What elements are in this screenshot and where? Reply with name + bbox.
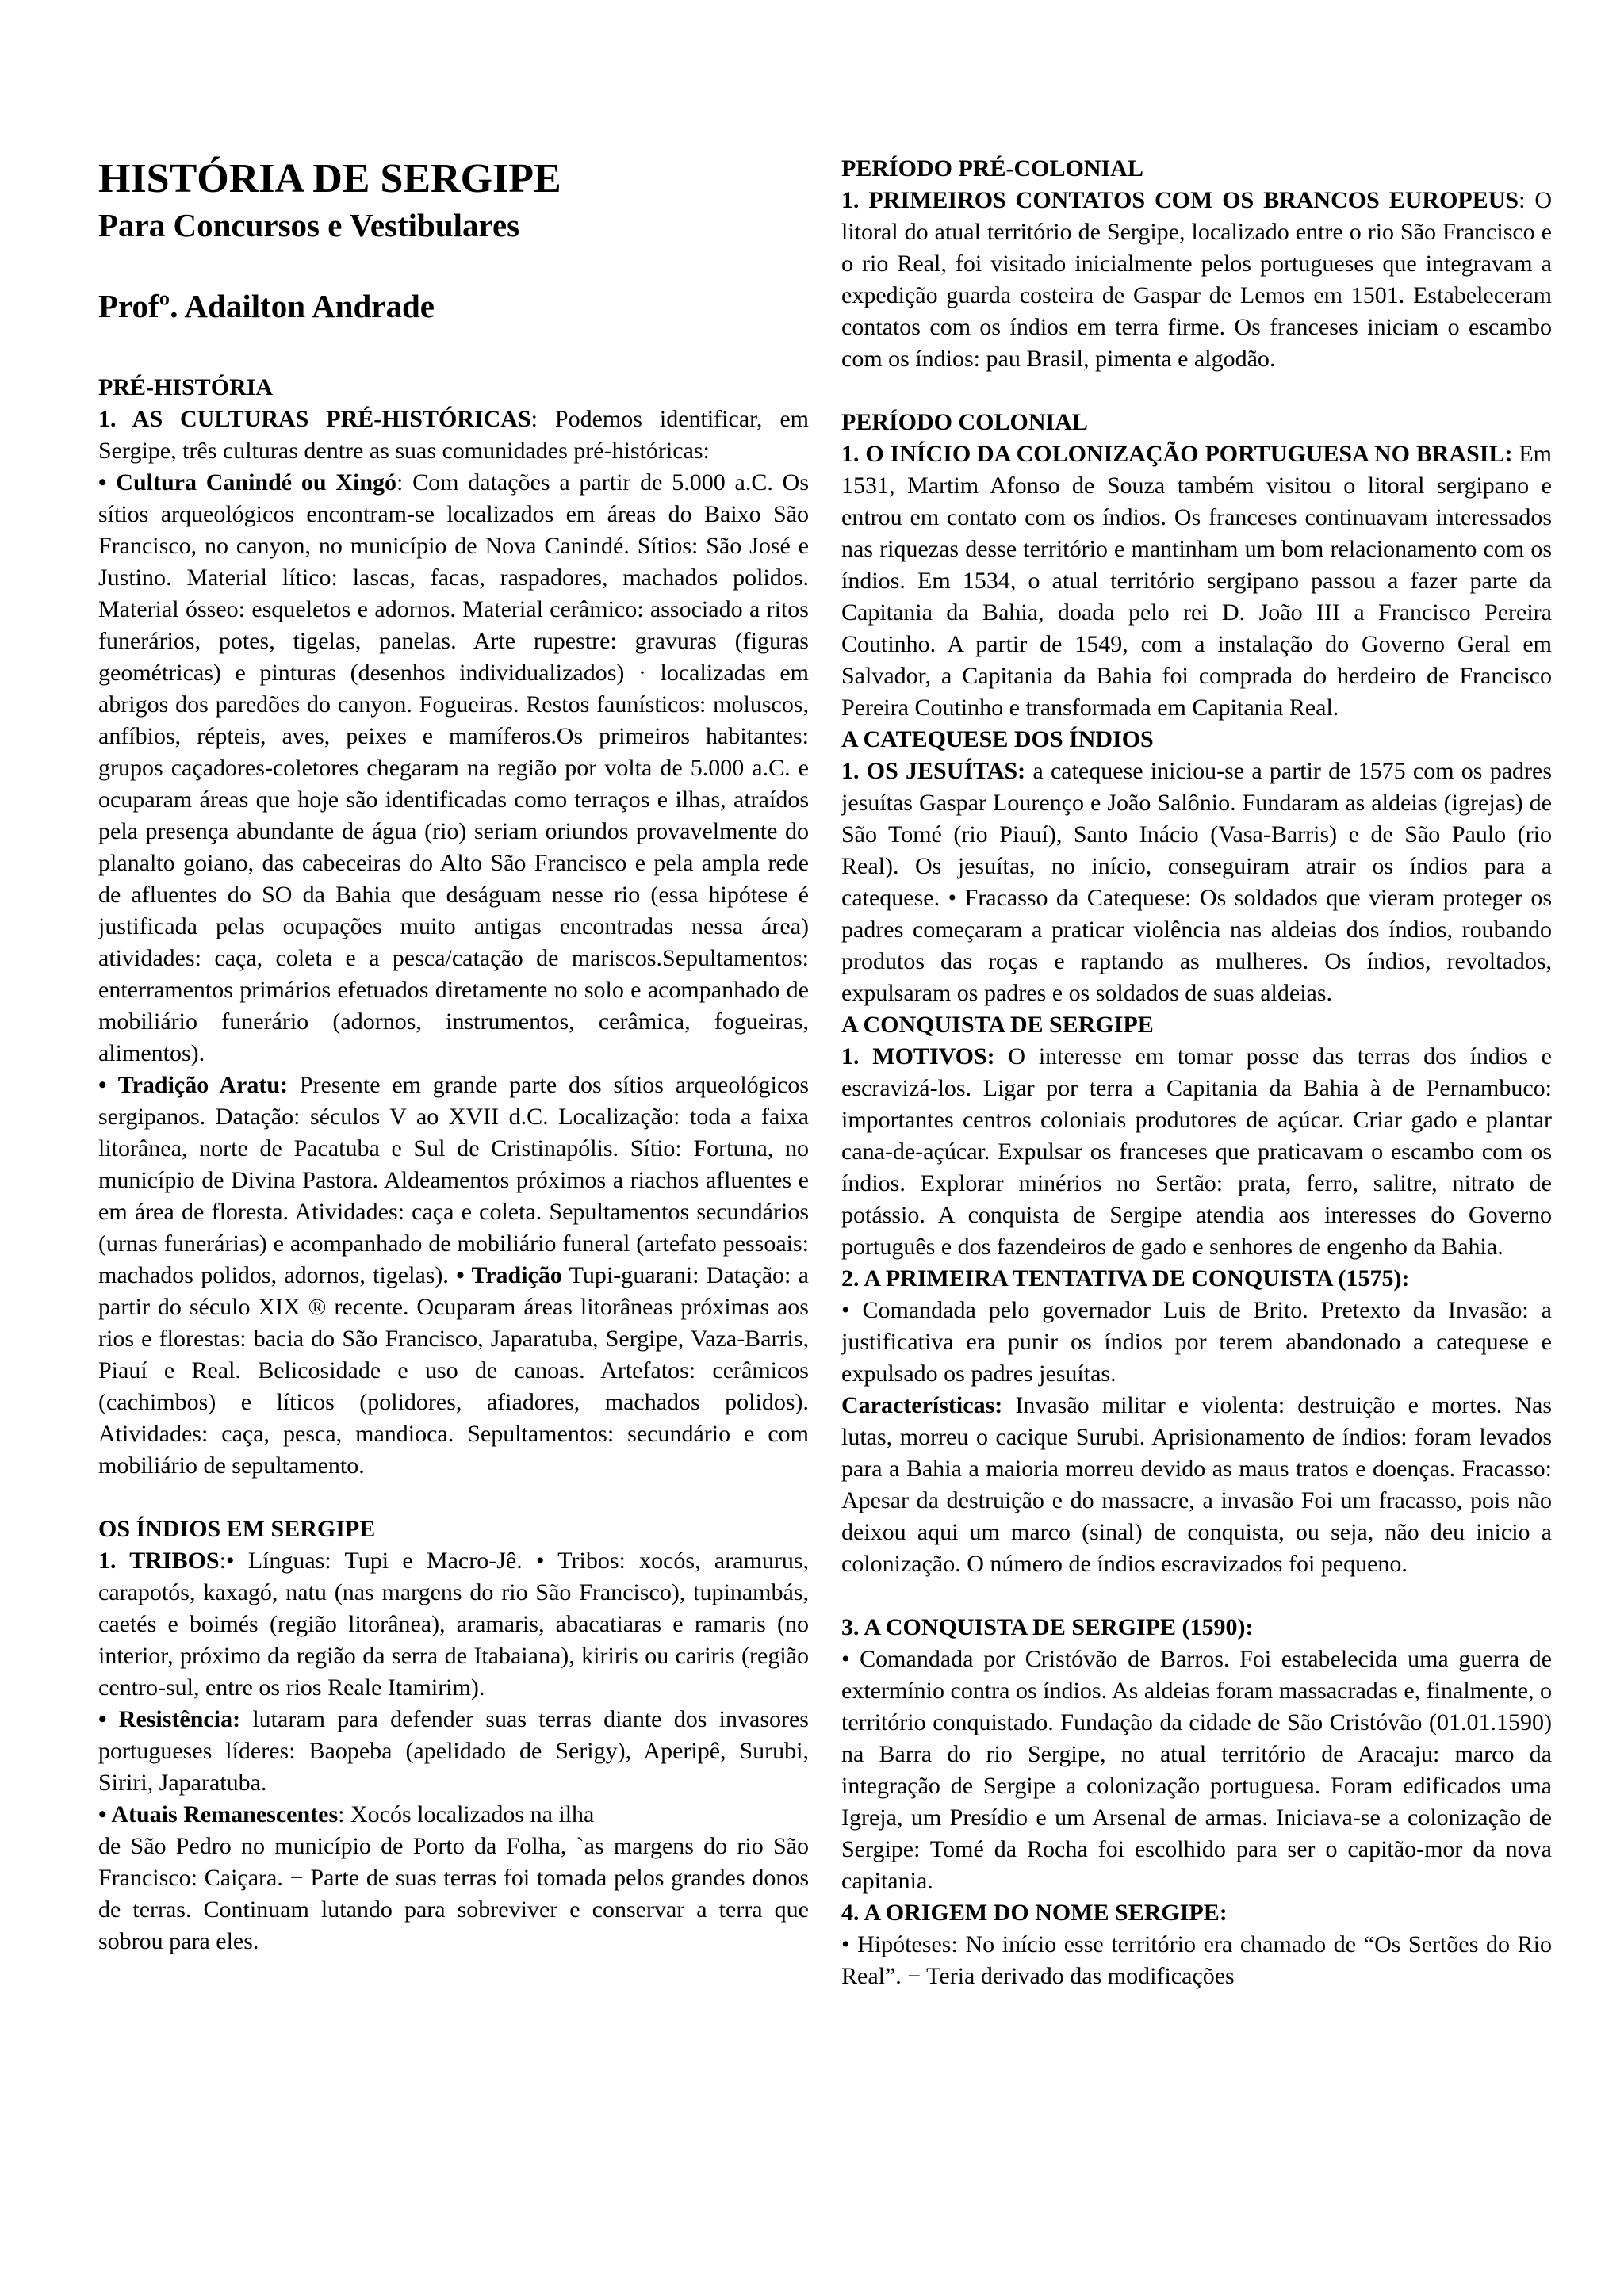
- paragraph-aratu: • Tradição Aratu: Presente em grande parte dos sítios arqueológicos sergipanos. Datação: séculos V ao XVII d.C. Localização: toda a faixa litorânea, norte de Pacatuba e Sul de Cristinapólis. Sítio: Fortuna, no município de Divina Pastora. Aldeamentos próximos a riachos afluentes e em área de floresta. Atividades: caça e coleta. Sepultamentos secundários (urnas funerárias) e acompanhado de mobiliário funeral (artefato pessoais: machados polidos, adornos, tigelas). • Tradição Tupi-guarani: Datação: a partir do século XIX ® recente. Ocuparam áreas litorâneas próximas aos rios e florestas: bacia do São Francisco, Japaratuba, Sergipe, Vaza-Barris, Piauí e Real. Belicosidade e uso de canoas. Artefatos: cerâmicos (cachimbos) e líticos (polidores, afiadores, machados polidos). Atividades: caça, pesca, mandioca. Sepultamentos: secundário e com mobiliário de sepultamento.: [98, 1072, 810, 1479]
- section-heading-precolonial: PERÍODO PRÉ-COLONIAL: [841, 155, 1143, 182]
- section-heading-conquista: A CONQUISTA DE SERGIPE: [841, 1012, 1154, 1038]
- section-heading-colonial: PERÍODO COLONIAL: [841, 409, 1088, 435]
- paragraph-contatos: 1. PRIMEIROS CONTATOS COM OS BRANCOS EUROPEUS: O litoral do atual território de Sergipe, localizado entre o rio São Francisco e o rio Real, foi visitado inicialmente pelos portugueses que integravam a expedição guarda costeira de Gaspar de Lemos em 1501. Estabeleceram contatos com os índios em terra firme. Os franceses iniciam o escambo com os índios: pau Brasil, pimenta e algodão.: [841, 187, 1553, 372]
- document-subtitle: Para Concursos e Vestibulares: [98, 207, 520, 243]
- document-title: HISTÓRIA DE SERGIPE: [98, 156, 561, 201]
- paragraph-origem-nome: • Hipóteses: No início esse território era chamado de “Os Sertões do Rio Real”. − Teria derivado das modificações: [841, 1931, 1552, 1989]
- section-heading-prehistoria: PRÉ-HISTÓRIA: [98, 374, 274, 400]
- paragraph-inicio-colonizacao: 1. O INÍCIO DA COLONIZAÇÃO PORTUGUESA NO BRASIL: Em 1531, Martim Afonso de Souza também visitou o litoral sergipano e entrou em contato com os índios. Os franceses continuavam interessados nas riquezas desse território e mantinham um bom relacionamento com os índios. Em 1534, o atual território sergipano passou a fazer parte da Capitania da Bahia, doada pelo rei D. João III a Francisco Pereira Coutinho. A partir de 1549, com a instalação do Governo Geral em Salvador, a Capitania da Bahia foi comprada do herdeiro de Francisco Pereira Coutinho e transformada em Capitania Real.: [841, 441, 1552, 721]
- section-heading-catequese: A CATEQUESE DOS ÍNDIOS: [841, 726, 1154, 752]
- paragraph-jesuitas: 1. OS JESUÍTAS: a catequese iniciou-se a partir de 1575 com os padres jesuítas Gaspar Lourenço e João Salônio. Fundaram as aldeias (igrejas) de São Tomé (rio Piauí), Santo Inácio (Vasa-Barris) e de São Paulo (rio Real). Os jesuítas, no início, conseguiram atrair os índios para a catequese. • Fracasso da Catequese: Os soldados que vieram proteger os padres começaram a praticar violência nas aldeias dos índios, roubando produtos das roças e raptando as mulheres. Os índios, revoltados, expulsaram os padres e os soldados de suas aldeias.: [841, 758, 1553, 1006]
- section-heading-primeira-tentativa: 2. A PRIMEIRA TENTATIVA DE CONQUISTA (1575):: [841, 1265, 1410, 1292]
- paragraph-atuais-cont: de São Pedro no município de Porto da Folha, `as margens do rio São Francisco: Caiçara. − Parte de suas terras foi tomada pelos grandes donos de terras. Continuam lutando para sobreviver e conservar a terra que sobrou para eles.: [98, 1833, 809, 1954]
- paragraph-resistencia: • Resistência: lutaram para defender suas terras diante dos invasores portugueses líderes: Baopeba (apelidado de Serigy), Aperipê, Surubi, Siriri, Japaratuba.: [98, 1706, 809, 1796]
- section-heading-indios: OS ÍNDIOS EM SERGIPE: [98, 1516, 376, 1542]
- paragraph-motivos: 1. MOTIVOS: O interesse em tomar posse das terras dos índios e escravizá-los. Ligar por terra a Capitania da Bahia à de Pernambuco: importantes centros coloniais produtores de açúcar. Criar gado e plantar cana-de-açúcar. Expulsar os franceses que praticavam o escambo com os índios. Explorar minérios no Sertão: prata, ferro, salitre, nitrato de potássio. A conquista de Sergipe atendia aos interesses do Governo português e dos fazendeiros de gado e senhores de engenho da Bahia.: [841, 1043, 1553, 1260]
- document-author: Profº. Adailton Andrade: [98, 288, 435, 324]
- paragraph-conquista-1590: • Comandada por Cristóvão de Barros. Foi estabelecida uma guerra de extermínio contra os índios. As aldeias foram massacradas e, finalmente, o território conquistado. Fundação da cidade de São Cristóvão (01.01.1590) na Barra do rio Sergipe, no atual território de Aracaju: marco da integração de Sergipe a colonização portuguesa. Foram edificados uma Igreja, um Presídio e um Arsenal de armas. Iniciava-se a colonização de Sergipe: Tomé da Rocha foi escolhido para ser o capitão-mor da nova capitania.: [841, 1646, 1552, 1894]
- paragraph-tribos: 1. TRIBOS:• Línguas: Tupi e Macro-Jê. • Tribos: xocós, aramurus, carapotós, kaxagó, natu (nas margens do rio São Francisco), tupinambás, caetés e boimés (região litorânea), aramaris, abacatiaras e ramaris (no interior, próximo da região da serra de Itabaiana), kiriris ou cariris (região centro-sul, entre os rios Reale Itamirim).: [98, 1548, 810, 1701]
- left-column: [98, 155, 809, 1957]
- section-heading-conquista-1590: 3. A CONQUISTA DE SERGIPE (1590):: [841, 1614, 1254, 1640]
- paragraph-tentativa: • Comandada pelo governador Luis de Brito. Pretexto da Invasão: a justificativa era punir os índios por terem abandonado a catequese e expulsado os padres jesuítas.: [841, 1297, 1552, 1387]
- right-column: [841, 153, 1552, 1992]
- paragraph-caninde: • Cultura Canindé ou Xingó: Com datações a partir de 5.000 a.C. Os sítios arqueológicos encontram-se localizados em áreas do Baixo São Francisco, no canyon, no município de Nova Canindé. Sítios: São José e Justino. Material lítico: lascas, facas, raspadores, machados polidos. Material ósseo: esqueletos e adornos. Material cerâmico: associado a ritos funerários, potes, tigelas, panelas. Arte rupestre: gravuras (figuras geométricas) e pinturas (desenhos individualizados) · localizadas em abrigos dos paredões do canyon. Fogueiras. Restos faunísticos: moluscos, anfíbios, répteis, aves, peixes e mamíferos.Os primeiros habitantes: grupos caçadores-coletores chegaram na região por volta de 5.000 a.C. e ocuparam áreas que hoje são identificadas como terraços e ilhas, atraídos pela presença abundante de água (rio) seriam oriundos provavelmente do planalto goiano, das cabeceiras do Alto São Francisco e pela ampla rede de afluentes do SO da Bahia que deságuam nesse rio (essa hipótese é justificada pelas ocupações muito antigas encontradas nessa área) atividades: caça, coleta e a pesca/catação de mariscos.Sepultamentos: enterramentos primários efetuados diretamente no solo e acompanhado de mobiliário funerário (adornos, instrumentos, cerâmica, fogueiras, alimentos).: [98, 469, 809, 1066]
- paragraph-caracteristicas: Características: Invasão militar e violenta: destruição e mortes. Nas lutas, morreu o cacique Surubi. Aprisionamento de índios: foram levados para a Bahia a maioria morreu devido as maus tratos e doenças. Fracasso: Apesar da destruição e do massacre, a invasão Foi um fracasso, pois não deixou aqui um marco (sinal) de conquista, ou seja, não deu inicio a colonização. O número de índios escravizados foi pequeno.: [841, 1392, 1552, 1577]
- paragraph-culturas: 1. AS CULTURAS PRÉ-HISTÓRICAS: Podemos identificar, em Sergipe, três culturas dentre as suas comunidades pré-históricas:: [98, 406, 810, 464]
- paragraph-atuais: • Atuais Remanescentes: Xocós localizados na ilha: [98, 1801, 595, 1827]
- section-heading-origem-nome: 4. A ORIGEM DO NOME SERGIPE:: [841, 1900, 1228, 1926]
